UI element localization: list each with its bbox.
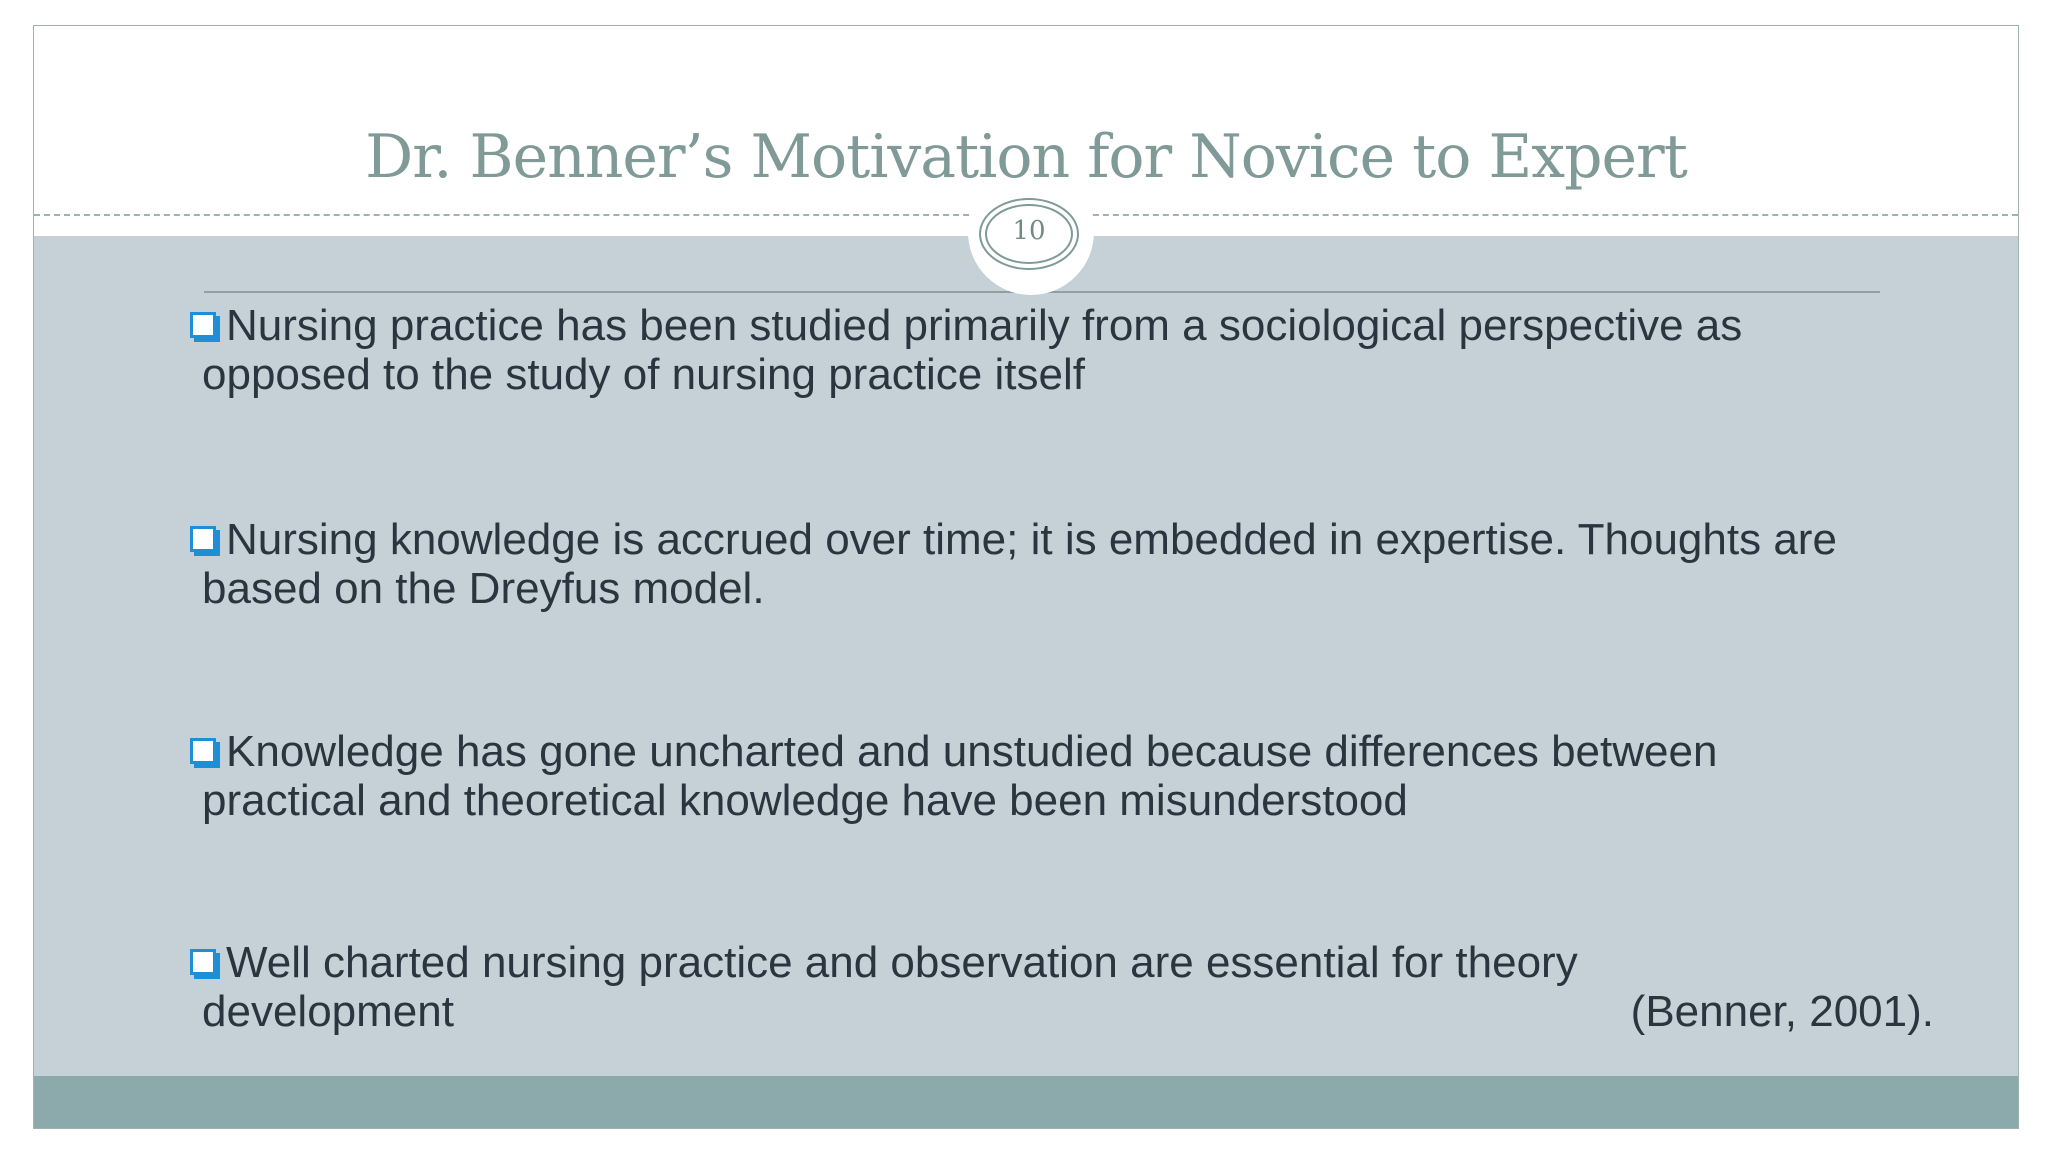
bullet-item [190, 727, 1970, 825]
bullet-line-1 [190, 938, 1970, 987]
hollow-square-bullet-icon [190, 312, 220, 342]
bullet-line-2: practical and theoretical knowledge have been misunderstood [202, 776, 1408, 825]
bullet-item [190, 515, 1970, 613]
hollow-square-bullet-icon [190, 949, 220, 979]
bullet-text: Nursing practice has been studied primarily from a sociological perspective as [226, 301, 1743, 350]
citation: (Benner, 2001). [1630, 987, 1934, 1036]
slide-title: Dr. Benner’s Motivation for Novice to Expert [365, 122, 1687, 192]
bullet-item [190, 301, 1970, 399]
bullet-line-1 [190, 301, 1970, 350]
bullet-text: Well charted nursing practice and observation are essential for theory [226, 938, 1578, 987]
slide-number: 10 [1012, 216, 1046, 246]
bullet-line-1 [190, 727, 1970, 776]
bullet-text: Knowledge has gone uncharted and unstudied because differences between [226, 727, 1718, 776]
bullet-text: Nursing knowledge is accrued over time; it is embedded in expertise. Thoughts are [226, 515, 1837, 564]
hollow-square-bullet-icon [190, 738, 220, 768]
hollow-square-bullet-icon [190, 526, 220, 556]
bullet-line-2: based on the Dreyfus model. [202, 564, 765, 613]
bullet-line-2: opposed to the study of nursing practice itself [202, 350, 1085, 399]
bullet-line-1 [190, 515, 1970, 564]
bullet-line-2: development [202, 987, 454, 1036]
slide [33, 25, 2019, 1129]
